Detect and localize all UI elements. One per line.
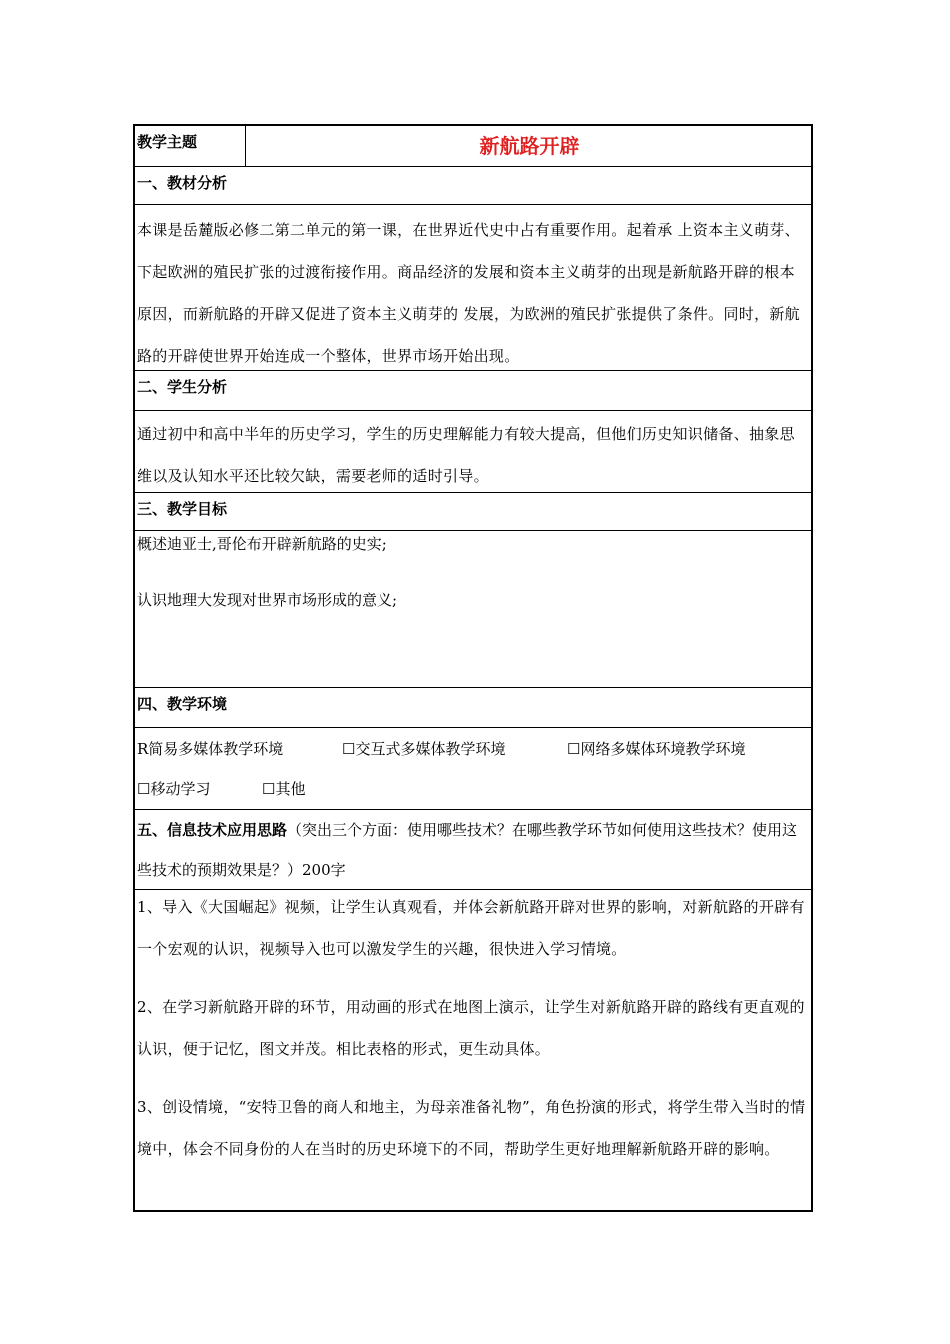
it-paragraph-3: 3、创设情境，“安特卫鲁的商人和地主，为母亲准备礼物”，角色扮演的形式，将学生带入当时的情境中，体会不同身份的人在当时的历史环境下的不同，帮助学生更好地理解新航路开辟的影响。 bbox=[137, 1098, 806, 1158]
goals-heading: 三、教学目标 bbox=[135, 493, 811, 531]
env-option-network[interactable]: ☐网络多媒体环境教学环境 bbox=[567, 740, 746, 758]
lesson-plan-table bbox=[133, 124, 813, 1212]
environment-options-line-2 bbox=[135, 768, 811, 810]
goals-body bbox=[135, 531, 811, 688]
topic-label: 教学主题 bbox=[135, 126, 246, 166]
it-heading-title: 五、信息技术应用思路 bbox=[137, 821, 288, 839]
it-paragraph-2: 2、在学习新航路开辟的环节，用动画的形式在地图上演示，让学生对新航路开辟的路线有更直观的认识，便于记忆，图文并茂。相比表格的形式，更生动具体。 bbox=[137, 998, 805, 1058]
environment-body bbox=[135, 728, 811, 810]
it-body bbox=[135, 890, 811, 1212]
students-heading: 二、学生分析 bbox=[135, 371, 811, 411]
env-option-other[interactable]: ☐其他 bbox=[262, 780, 306, 798]
env-option-mobile[interactable]: ☐移动学习 bbox=[137, 780, 211, 798]
analysis-text: 本课是岳麓版必修二第二单元的第一课，在世界近代史中占有重要作用。起着承 上资本主义萌芽、下起欧洲的殖民扩张的过渡衔接作用。商品经济的发展和资本主义萌芽的出现是新航路开辟的根本原因，而新航路的开辟又促进了资本主义萌芽的 发展，为欧洲的殖民扩张提供了条件。同时，新航路的开辟使世界开始连成一个整体，世界市场开始出现。 bbox=[135, 205, 811, 371]
goal-item: 认识地理大发现对世界市场形成的意义; bbox=[137, 591, 398, 609]
students-text: 通过初中和高中半年的历史学习，学生的历史理解能力有较大提高，但他们历史知识储备、抽象思维以及认知水平还比较欠缺，需要老师的适时引导。 bbox=[135, 411, 811, 493]
environment-heading: 四、教学环境 bbox=[135, 688, 811, 728]
topic-row bbox=[135, 126, 811, 167]
goal-item: 概述迪亚士,哥伦布开辟新航路的史实; bbox=[137, 535, 387, 553]
analysis-heading: 一、教材分析 bbox=[135, 167, 811, 205]
it-paragraph-1: 1、导入《大国崛起》视频，让学生认真观看，并体会新航路开辟对世界的影响，对新航路的开辟有一个宏观的认识，视频导入也可以激发学生的兴趣，很快进入学习情境。 bbox=[137, 898, 805, 958]
env-option-interactive[interactable]: ☐交互式多媒体教学环境 bbox=[342, 740, 506, 758]
env-option-simple[interactable]: R简易多媒体教学环境 bbox=[137, 740, 284, 758]
topic-title: 新航路开辟 bbox=[479, 134, 580, 158]
environment-options-line-1 bbox=[135, 728, 811, 770]
it-heading-note: （突出三个方面：使用哪些技术？在哪些教学环节如何使用这些技术？使用这些技术的预期效果是？）200字 bbox=[137, 821, 798, 879]
it-heading bbox=[135, 810, 811, 890]
